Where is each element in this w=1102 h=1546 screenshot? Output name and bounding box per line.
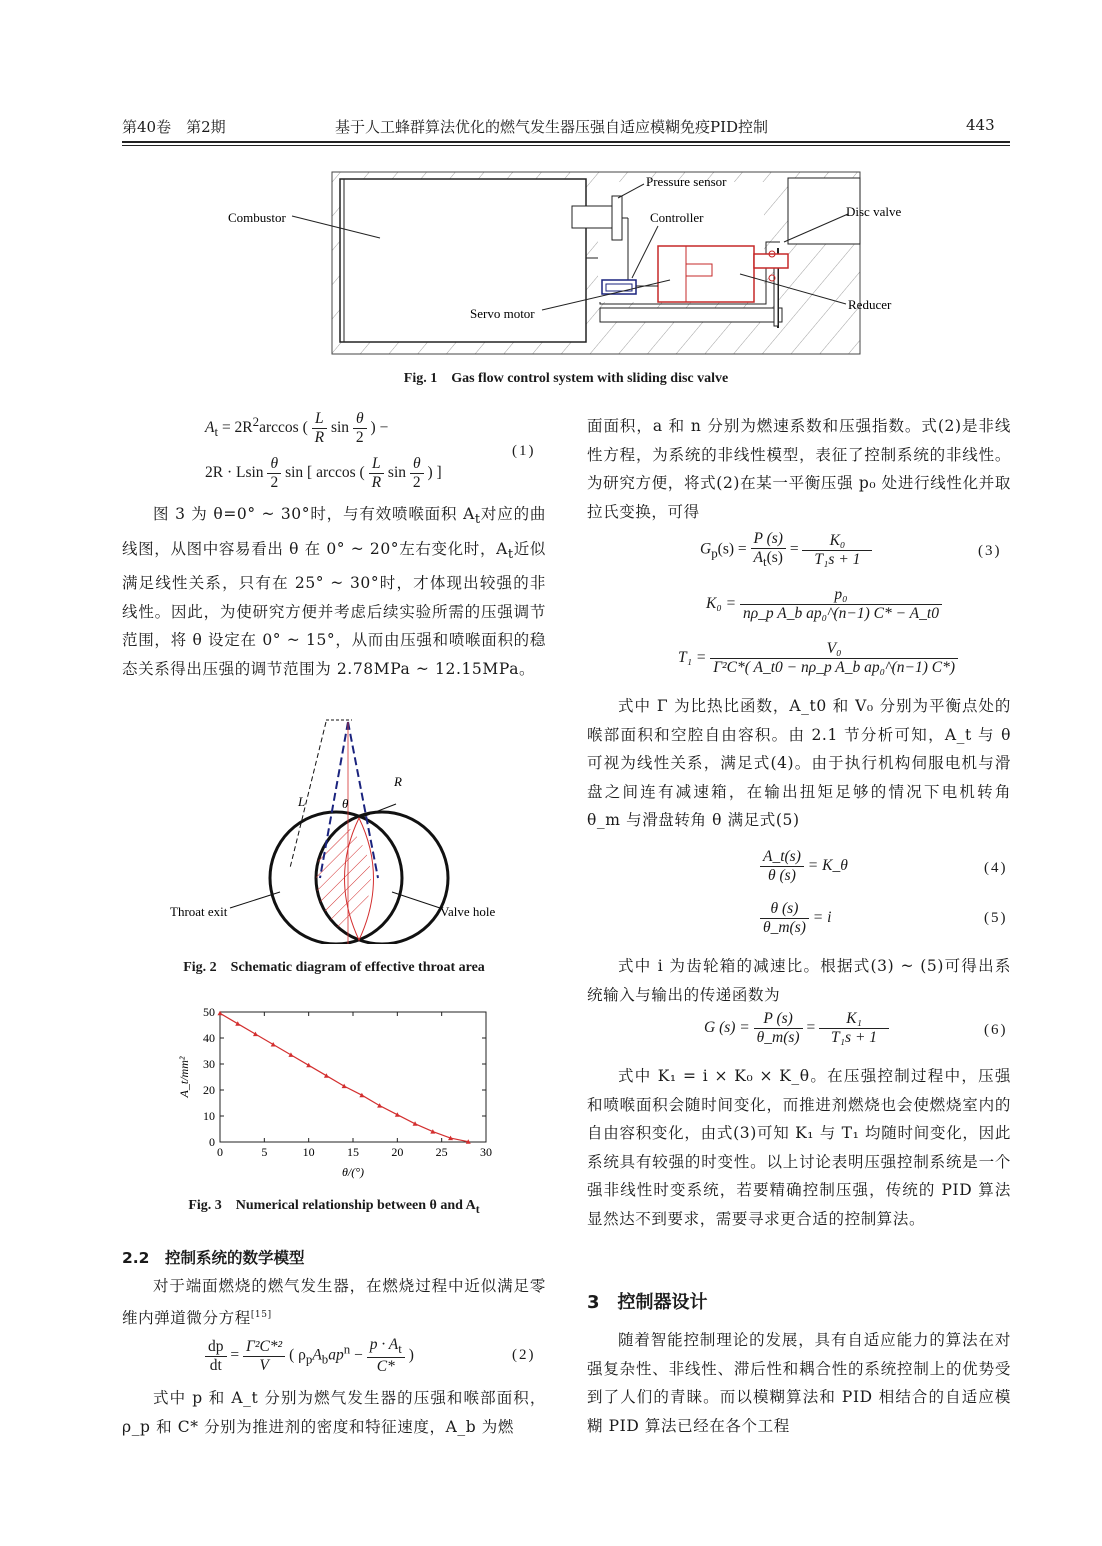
x-tick-label: 20 — [391, 1145, 404, 1159]
data-point — [253, 1032, 258, 1037]
y-tick-label: 20 — [203, 1083, 215, 1097]
y-tick-label: 40 — [203, 1031, 215, 1045]
plot-frame — [220, 1012, 486, 1142]
header-rule-thin — [122, 145, 1010, 146]
x-tick-label: 10 — [302, 1145, 315, 1159]
label-theta: θ — [342, 796, 349, 811]
figure-2-diagram — [160, 708, 540, 944]
data-point — [218, 1011, 223, 1016]
figure-3-chart — [164, 1000, 504, 1184]
equation-t1: T₁ = $\frac{\text{V₀}}{\text{Γ²C*( A\_t0 − nρ\_p A\_b ap₀\textasciicircum{}(n−1) C*)}}$ — [678, 640, 958, 677]
paragraph-time-varying: 式中 K₁ = i × K₀ × K_θ。在压强控制过程中，压强和喷喉面积会随时间变化，而推进剂燃烧也会使燃烧室内的自由容积变化，由式(3)可知 K₁ 与 T₁ 均随时间变化，因此系统具有较强的时变性。以上讨论表明压强控制系统是一个强非线性时变系统，若要精确控制压强，传统的 PID 算法显然达不到要求，需要寻求更合适的控制算法。 — [587, 1067, 1011, 1228]
label-controller: Controller — [650, 210, 704, 225]
paragraph-transfer-intro: 式中 i 为齿轮箱的减速比。根据式(3) ~ (5)可得出系统输入与输出的传递函数为 — [587, 957, 1011, 1004]
y-tick-label: 10 — [203, 1109, 215, 1123]
y-tick-label: 0 — [209, 1135, 215, 1149]
x-axis-label: θ/(°) — [341, 1165, 365, 1179]
figure-1-diagram — [200, 168, 920, 356]
running-header-title: 基于人工蜂群算法优化的燃气发生器压强自适应模糊免疫PID控制 — [335, 118, 769, 136]
label-disc-valve: Disc valve — [846, 204, 902, 219]
running-header-volume: 第40卷 第2期 — [122, 118, 226, 136]
data-point — [377, 1103, 382, 1108]
label-valve-hole: Valve hole — [440, 904, 496, 919]
equation-3: $G_p(s)$ = $\frac{P (s)}{A_t(s)}$ = $\frac{\text{K₀}}{\text{T₁s + 1}}$ — [700, 530, 872, 570]
figure-2-caption: Fig. 2 Schematic diagram of effective throat area — [183, 960, 485, 975]
paragraph-controller-design: 随着智能控制理论的发展，具有自适应能力的算法在对强复杂性、非线性、滞后性和耦合性的系统控制上的优势受到了人们的青睐。而以模糊算法和 PID 相结合的自适应模糊 PID 算法已经在各个工程 — [587, 1331, 1011, 1435]
data-point — [342, 1084, 347, 1089]
equation-1-line-1: $A_t = 2R^2\arccos$ ( $\frac{L}{R}$ sin $\frac{\theta}{2}$ ) − — [205, 410, 389, 446]
data-point — [288, 1052, 293, 1057]
label-R: R — [394, 774, 402, 789]
x-tick-label: 15 — [347, 1145, 359, 1159]
figure-1-caption: Fig. 1 Gas flow control system with sliding disc valve — [403, 371, 729, 386]
x-tick-label: 30 — [480, 1145, 492, 1159]
equation-4-number: (4) — [984, 860, 1008, 876]
label-servo-motor: Servo motor — [470, 306, 535, 321]
x-tick-label: 5 — [261, 1145, 268, 1159]
data-point — [235, 1021, 240, 1025]
paragraph-eq2-symbols: 式中 p 和 A_t 分别为燃气发生器的压强和喉部面积，ρ_p 和 C* 分别为推进剂的密度和特征速度，A_b 为燃 — [122, 1389, 546, 1436]
label-L: L — [298, 794, 306, 809]
page-number: 443 — [966, 116, 995, 134]
data-point — [324, 1073, 329, 1078]
header-rule-thick — [122, 141, 1010, 143]
y-tick-label: 30 — [203, 1057, 215, 1071]
figure-3-caption: Fig. 3 Numerical relationship between θ and $A_t$ — [188, 1198, 480, 1216]
equation-6-number: (6) — [984, 1022, 1008, 1038]
section-2-2-title: 2.2 控制系统的数学模型 — [122, 1249, 305, 1267]
label-combustor: Combustor — [228, 210, 286, 225]
y-tick-label: 50 — [203, 1005, 215, 1019]
equation-6: G (s) = $\frac{P (s)}{\theta\_m(s)}$ = $\frac{\text{K₁}}{\text{T₁s + 1}}$ — [704, 1010, 889, 1047]
data-point — [306, 1063, 311, 1068]
equation-5-number: (5) — [984, 910, 1008, 926]
equation-1-line-2: 2R · Lsin $\frac{\theta}{2}$ sin [ arccos ( $\frac{L}{R}$ sin $\frac{\theta}{2}$ ) ] — [205, 455, 442, 491]
paragraph-gamma-definition: 式中 Γ 为比热比函数，A_t0 和 V₀ 分别为平衡点处的喉部面积和空腔自由容积。由 2.1 节分析可知，A_t 与 θ 可视为线性关系，满足式(4)。由于执行机构伺服电机与滑盘之间连有减速箱，在输出扭矩足够的情况下电机转角 θ_m 与滑盘转角 θ 满足式(5) — [587, 697, 1011, 829]
equation-2: $\frac{dp}{dt}$ = $\frac{\text{Γ²C*²}}{V}$ ( $\rho_pA_bap^n$ − $\frac{p \cdot A_t}{C*}$ ) — [205, 1336, 414, 1376]
paragraph-linearization: 面面积，a 和 n 分别为燃速系数和压强指数。式(2)是非线性方程，为系统的非线性模型，表征了控制系统的非线性。为研究方便，将式(2)在某一平衡压强 p₀ 处进行线性化并取拉氏变换，可得 — [587, 417, 1011, 521]
equation-4: $\frac{A\_t(s)}{\theta (s)}$ = K_θ — [760, 848, 848, 885]
x-tick-label: 0 — [217, 1145, 223, 1159]
paragraph-fig3-description: 图 3 为 θ=0° ~ 30°时，与有效喷喉面积 $A_t$对应的曲线图，从图中容易看出 θ 在 0° ~ 20°左右变化时，$A_t$近似满足线性关系，只有在 25° ~ 30°时，才体现出较强的非线性。因此，为使研究方便并考虑后续实验所需的压强调节范围，将 θ 设定在 0° ~ 15°，从而由压强和喷喉面积的稳态关系得出压强的调节范围为 2.78MPa ~ 12.15MPa。 — [122, 505, 547, 678]
data-point — [271, 1042, 276, 1047]
series-line — [220, 1013, 468, 1141]
label-reducer: Reducer — [848, 297, 892, 312]
equation-1-number: (1) — [512, 443, 536, 459]
equation-k0: K₀ = $\frac{\text{p₀}}{\text{nρ\_p A\_b ap₀\textasciicircum{}(n−1) C* − A\_t0}}$ — [706, 586, 942, 623]
x-tick-label: 25 — [435, 1145, 448, 1159]
section-3-title: 3 控制器设计 — [587, 1292, 708, 1313]
equation-2-number: (2) — [512, 1347, 536, 1363]
label-pressure-sensor: Pressure sensor — [646, 174, 727, 189]
equation-5: $\frac{\theta (s)}{\theta\_m(s)}$ = i — [760, 900, 831, 937]
equation-3-number: (3) — [978, 543, 1002, 559]
paragraph-zero-dim-ballistics: 对于端面燃烧的燃气发生器，在燃烧过程中近似满足零维内弹道微分方程[15] — [122, 1277, 546, 1327]
y-axis-label: A_t/mm² — [177, 1056, 191, 1098]
label-throat-exit: Throat exit — [170, 904, 228, 919]
